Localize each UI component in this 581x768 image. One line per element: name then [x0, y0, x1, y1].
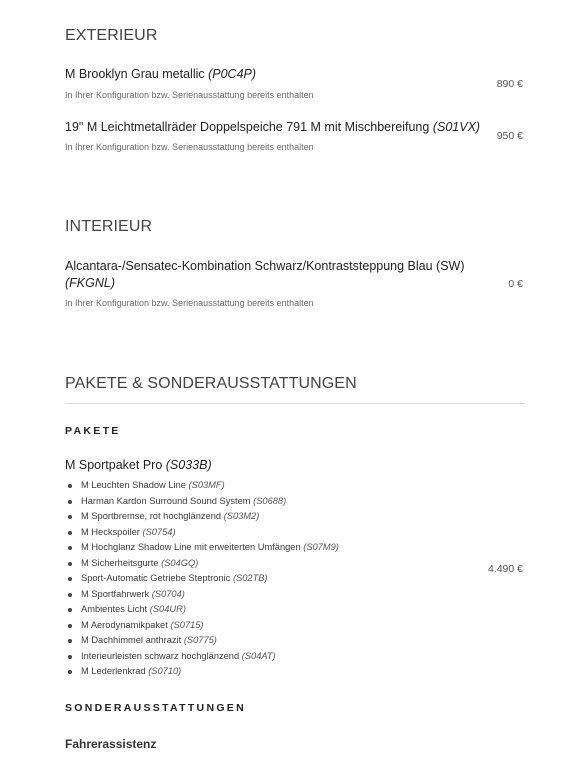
list-item: Ambientes Licht (S04UR): [65, 602, 339, 618]
sonderausstattungen-subheading: SONDERAUSSTATTUNGEN: [65, 702, 246, 714]
package-name: M Sportpaket Pro: [65, 458, 163, 472]
list-item: M Hochglanz Shadow Line mit erweiterten Umfängen (S07M9): [65, 540, 339, 556]
package-code: (S033B): [165, 458, 212, 472]
fahrerassistenz-heading: Fahrerassistenz: [65, 737, 157, 751]
section-divider: [65, 403, 526, 404]
exterieur-heading: EXTERIEUR: [65, 27, 158, 44]
list-item: Sport-Automatic Getriebe Steptronic (S02TB): [65, 571, 339, 587]
list-item: Interieurleisten schwarz hochglänzend (S04AT): [65, 649, 339, 665]
list-item: M Sportfahrwerk (S0704): [65, 587, 339, 603]
item-name: 19" M Leichtmetallräder Doppelspeiche 791 M mit Mischbereifung: [65, 120, 430, 134]
item-price: 890 €: [496, 78, 523, 90]
item-note: In Ihrer Konfiguration bzw. Serienausstattung bereits enthalten: [65, 90, 314, 100]
item-name: M Brooklyn Grau metallic: [65, 67, 205, 81]
item-code: (P0C4P): [208, 67, 257, 81]
list-item: M Lederlenkrad (S0710): [65, 664, 339, 680]
item-price: 0 €: [508, 278, 523, 290]
package-feature-list: [65, 478, 339, 680]
list-item: Harman Kardon Surround Sound System (S0688): [65, 494, 339, 510]
exterior-item-wheels: [65, 119, 480, 136]
list-item: M Leuchten Shadow Line (S03MF): [65, 478, 339, 494]
list-item: M Dachhimmel anthrazit (S0775): [65, 633, 339, 649]
list-item: M Sportbremse, rot hochglänzend (S03M2): [65, 509, 339, 525]
item-name: Alcantara-/Sensatec-Kombination Schwarz/Kontraststeppung Blau (SW): [65, 259, 465, 273]
list-item: M Sicherheitsgurte (S04GQ): [65, 556, 339, 572]
exterior-item-color: [65, 66, 256, 83]
item-price: 950 €: [496, 130, 523, 142]
interior-item-upholstery: [65, 258, 505, 292]
item-note: In Ihrer Konfiguration bzw. Serienausstattung bereits enthalten: [65, 142, 314, 152]
item-note: In Ihrer Konfiguration bzw. Serienausstattung bereits enthalten: [65, 298, 314, 308]
item-code: (FKGNL): [65, 276, 115, 290]
pakete-sonder-heading: PAKETE & SONDERAUSSTATTUNGEN: [65, 375, 357, 392]
list-item: M Heckspoiler (S0754): [65, 525, 339, 541]
package-price: 4.490 €: [487, 563, 523, 575]
pakete-subheading: PAKETE: [65, 425, 121, 437]
interieur-heading: INTERIEUR: [65, 218, 153, 235]
list-item: M Aerodynamikpaket (S0715): [65, 618, 339, 634]
package-title: [65, 457, 212, 474]
item-code: (S01VX): [432, 120, 481, 134]
